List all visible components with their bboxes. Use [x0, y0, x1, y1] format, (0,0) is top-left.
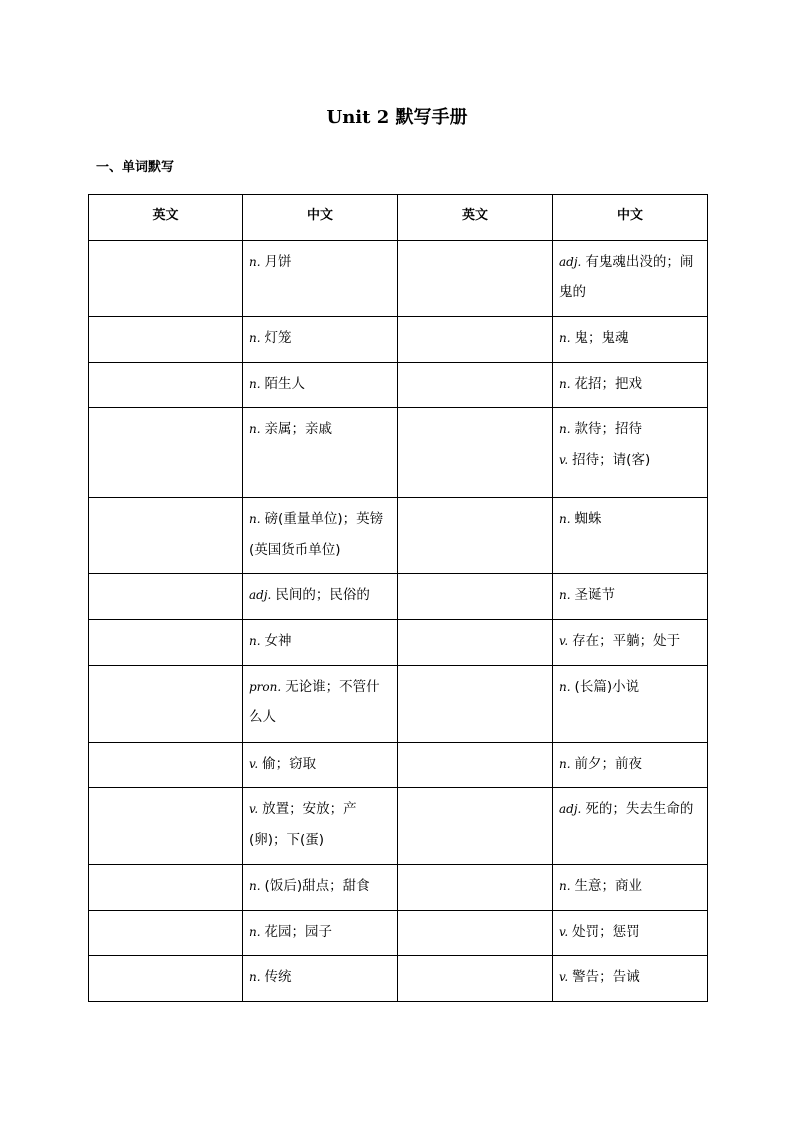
- english-answer-cell-right[interactable]: [398, 408, 553, 498]
- definition-text: (长篇)小说: [574, 678, 640, 695]
- definition-entry: [249, 794, 391, 855]
- english-answer-cell-left[interactable]: [89, 240, 243, 316]
- definition-entry: [249, 626, 391, 657]
- table-row: [89, 665, 708, 742]
- definition-text: 花园；园子: [264, 923, 333, 940]
- chinese-definition-right: [553, 665, 708, 742]
- definition-entry: [249, 871, 391, 902]
- chinese-definition-right: [553, 956, 708, 1002]
- part-of-speech: v.: [559, 634, 569, 648]
- chinese-definition-right: [553, 742, 708, 788]
- part-of-speech: n.: [249, 376, 261, 391]
- table-row: [89, 865, 708, 911]
- table-row: [89, 956, 708, 1002]
- definition-entry: [559, 580, 701, 611]
- definition-text: 存在；平躺；处于: [572, 633, 681, 649]
- definition-entry: [559, 871, 701, 902]
- english-answer-cell-left[interactable]: [89, 865, 243, 911]
- chinese-definition-left: [243, 498, 398, 574]
- definition-entry: [559, 962, 701, 993]
- part-of-speech: v.: [559, 970, 569, 984]
- part-of-speech: n.: [559, 756, 571, 771]
- header-english-1: 英文: [89, 195, 243, 241]
- part-of-speech: adj.: [559, 802, 582, 816]
- english-answer-cell-left[interactable]: [89, 316, 243, 362]
- section-heading: 一、单词默写: [96, 160, 175, 175]
- definition-text: 花招；把戏: [574, 375, 643, 392]
- chinese-definition-left: [243, 788, 398, 865]
- chinese-definition-left: [243, 956, 398, 1002]
- part-of-speech: n.: [249, 512, 261, 526]
- chinese-definition-right: [553, 316, 708, 362]
- chinese-definition-right: [553, 574, 708, 620]
- english-answer-cell-left[interactable]: [89, 574, 243, 620]
- definition-entry: [249, 323, 391, 354]
- part-of-speech: n.: [249, 254, 261, 269]
- english-answer-cell-right[interactable]: [398, 240, 553, 316]
- definition-entry: [249, 247, 391, 278]
- english-answer-cell-left[interactable]: [89, 742, 243, 788]
- chinese-definition-left: [243, 620, 398, 666]
- definition-text: 款待；招待: [574, 421, 643, 437]
- definition-text: 灯笼: [264, 329, 292, 346]
- chinese-definition-left: [243, 362, 398, 408]
- table-row: [89, 788, 708, 865]
- part-of-speech: n.: [559, 512, 571, 526]
- definition-text: 死的；失去生命的: [585, 801, 694, 817]
- english-answer-cell-left[interactable]: [89, 910, 243, 956]
- chinese-definition-left: [243, 316, 398, 362]
- chinese-definition-left: [243, 742, 398, 788]
- english-answer-cell-right[interactable]: [398, 498, 553, 574]
- table-row: [89, 574, 708, 620]
- definition-entry: [559, 323, 701, 354]
- definition-entry: [559, 749, 701, 780]
- definition-text: 陌生人: [264, 375, 306, 392]
- part-of-speech: n.: [249, 879, 261, 893]
- definition-entry: [249, 504, 391, 565]
- english-answer-cell-left[interactable]: [89, 956, 243, 1002]
- part-of-speech: adj.: [249, 588, 272, 602]
- definition-text: 传统: [264, 969, 292, 985]
- definition-entry: [559, 504, 701, 535]
- english-answer-cell-left[interactable]: [89, 665, 243, 742]
- definition-entry: [249, 672, 391, 733]
- definition-text: 有鬼魂出没的；闹鬼的: [559, 253, 694, 300]
- table-row: [89, 620, 708, 666]
- part-of-speech: n.: [249, 330, 261, 345]
- definition-text: 月饼: [264, 253, 292, 270]
- definition-entry: [559, 369, 701, 400]
- table-row: [89, 316, 708, 362]
- chinese-definition-left: [243, 865, 398, 911]
- chinese-definition-left: [243, 910, 398, 956]
- part-of-speech: v.: [249, 756, 259, 771]
- chinese-definition-left: [243, 574, 398, 620]
- english-answer-cell-right[interactable]: [398, 865, 553, 911]
- part-of-speech: n.: [249, 970, 261, 984]
- part-of-speech: v.: [559, 452, 569, 467]
- part-of-speech: n.: [559, 376, 571, 391]
- definition-entry: [249, 962, 391, 993]
- definition-text: 女神: [264, 633, 292, 649]
- definition-text: 亲属；亲戚: [264, 421, 333, 437]
- chinese-definition-right: [553, 408, 708, 498]
- chinese-definition-right: [553, 620, 708, 666]
- definition-entry: [559, 794, 701, 825]
- part-of-speech: n.: [559, 330, 571, 345]
- part-of-speech: n.: [559, 879, 571, 893]
- english-answer-cell-right[interactable]: [398, 910, 553, 956]
- definition-entry: [249, 369, 391, 400]
- english-answer-cell-right[interactable]: [398, 362, 553, 408]
- chinese-definition-right: [553, 240, 708, 316]
- header-english-2: 英文: [398, 195, 553, 241]
- definition-entry: [249, 580, 391, 611]
- english-answer-cell-left[interactable]: [89, 362, 243, 408]
- definition-text: 蜘蛛: [574, 511, 602, 527]
- definition-text: 招待；请(客): [572, 451, 651, 468]
- part-of-speech: v.: [249, 802, 259, 816]
- table-row: [89, 498, 708, 574]
- english-answer-cell-right[interactable]: [398, 665, 553, 742]
- part-of-speech: pron.: [249, 679, 282, 694]
- definition-text: 无论谁；不管什么人: [249, 678, 380, 725]
- english-answer-cell-left[interactable]: [89, 788, 243, 865]
- part-of-speech: v.: [559, 924, 569, 939]
- english-answer-cell-left[interactable]: [89, 620, 243, 666]
- english-answer-cell-left[interactable]: [89, 408, 243, 498]
- definition-entry: [559, 626, 701, 657]
- english-answer-cell-right[interactable]: [398, 316, 553, 362]
- part-of-speech: n.: [249, 422, 261, 436]
- english-answer-cell-right[interactable]: [398, 956, 553, 1002]
- definition-text: 前夕；前夜: [574, 755, 643, 772]
- table-row: [89, 910, 708, 956]
- part-of-speech: n.: [249, 634, 261, 648]
- header-chinese-1: 中文: [243, 195, 398, 241]
- definition-entry: [249, 749, 391, 780]
- definition-text: 警告；告诫: [572, 969, 640, 985]
- part-of-speech: n.: [249, 924, 261, 939]
- table-row: [89, 742, 708, 788]
- page-title: Unit 2 默写手册: [326, 107, 468, 128]
- part-of-speech: n.: [559, 588, 571, 602]
- definition-text: 鬼；鬼魂: [574, 329, 629, 346]
- chinese-definition-left: [243, 408, 398, 498]
- chinese-definition-left: [243, 665, 398, 742]
- chinese-definition-right: [553, 362, 708, 408]
- definition-text: (饭后)甜点；甜食: [264, 878, 370, 894]
- definition-entry: [559, 247, 701, 308]
- chinese-definition-right: [553, 788, 708, 865]
- definition-text: 处罚；惩罚: [572, 923, 640, 940]
- definition-entry: [249, 414, 391, 445]
- table-row: [89, 240, 708, 316]
- definition-entry: [559, 445, 701, 476]
- part-of-speech: n.: [559, 679, 571, 694]
- definition-entry: [559, 672, 701, 703]
- english-answer-cell-left[interactable]: [89, 498, 243, 574]
- definition-text: 生意；商业: [574, 878, 643, 894]
- part-of-speech: n.: [559, 422, 571, 436]
- english-answer-cell-right[interactable]: [398, 574, 553, 620]
- english-answer-cell-right[interactable]: [398, 620, 553, 666]
- chinese-definition-right: [553, 910, 708, 956]
- chinese-definition-left: [243, 240, 398, 316]
- part-of-speech: adj.: [559, 254, 582, 269]
- chinese-definition-right: [553, 865, 708, 911]
- table-row: [89, 408, 708, 498]
- english-answer-cell-right[interactable]: [398, 788, 553, 865]
- definition-text: 磅(重量单位)；英镑(英国货币单位): [249, 511, 384, 558]
- header-chinese-2: 中文: [553, 195, 708, 241]
- definition-entry: [249, 917, 391, 948]
- definition-text: 民间的；民俗的: [275, 587, 370, 603]
- definition-text: 放置；安放；产(卵)；下(蛋): [249, 801, 357, 848]
- table-header-row: [89, 195, 708, 241]
- chinese-definition-right: [553, 498, 708, 574]
- definition-entry: [559, 414, 701, 445]
- definition-entry: [559, 917, 701, 948]
- table-row: [89, 362, 708, 408]
- english-answer-cell-right[interactable]: [398, 742, 553, 788]
- definition-text: 偷；窃取: [262, 755, 317, 772]
- vocabulary-table: [88, 194, 708, 1002]
- definition-text: 圣诞节: [574, 587, 616, 603]
